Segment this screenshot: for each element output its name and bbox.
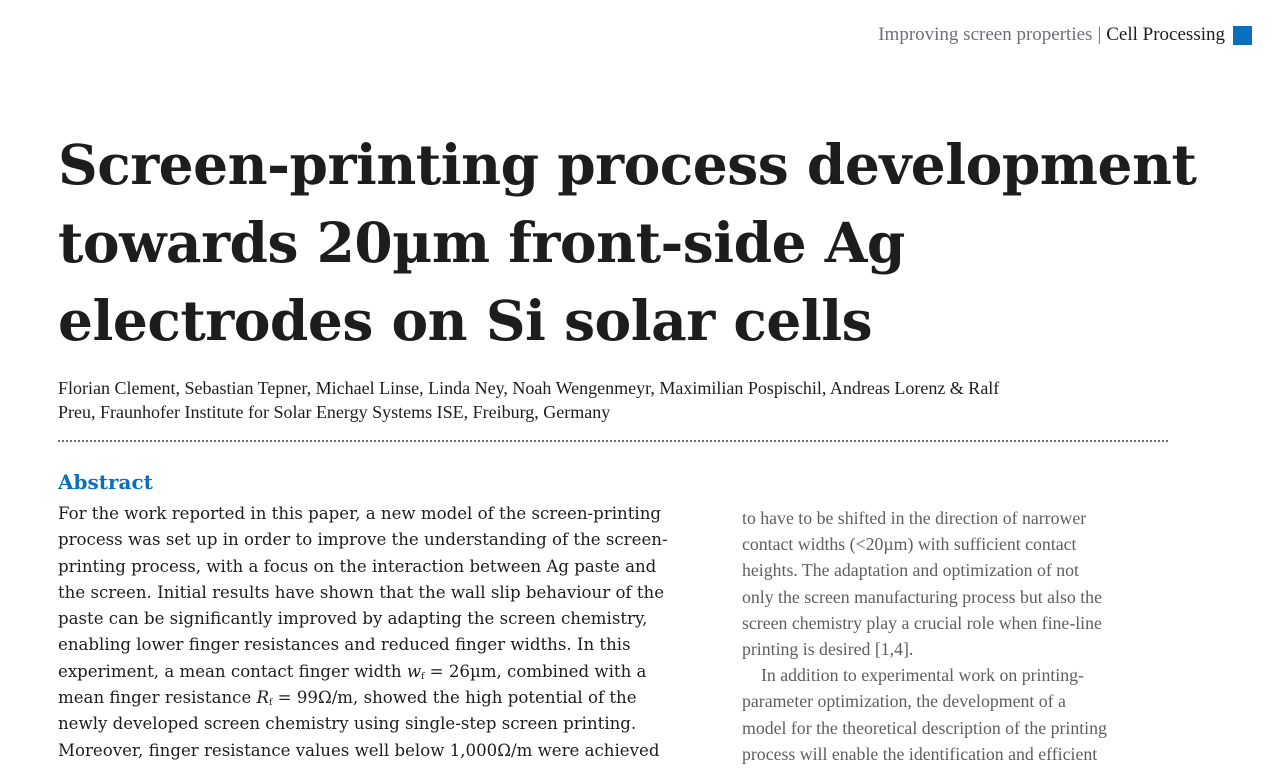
abstract-heading: Abstract xyxy=(58,470,153,494)
title-line: towards 20µm front-side Ag xyxy=(58,210,905,275)
article-title xyxy=(58,126,1238,360)
abstract-line: For the work reported in this paper, a new model of the screen-printing xyxy=(58,504,661,523)
subscript-f: f xyxy=(421,671,425,682)
abstract-line xyxy=(58,685,708,711)
abstract-line: the screen. Initial results have shown that the wall slip behaviour of the xyxy=(58,582,665,602)
body-column-right xyxy=(742,505,1182,767)
author-line: Preu, Fraunhofer Institute for Solar Energy Systems ISE, Freiburg, Germany xyxy=(58,402,611,422)
text-run: = 26µm, combined with a xyxy=(424,661,647,681)
abstract-body xyxy=(58,501,708,764)
body-line: process will enable the identification and efficient xyxy=(742,743,1098,764)
body-line: parameter optimization, the development of a xyxy=(742,691,1066,712)
symbol-w: w xyxy=(406,661,422,681)
text-run: mean finger resistance xyxy=(58,688,257,708)
title-line: electrodes on Si solar cells xyxy=(58,288,873,353)
symbol-r: R xyxy=(256,688,270,708)
text-run: = 99Ω/m, showed the high potential of the xyxy=(272,688,637,708)
author-list xyxy=(58,376,1168,424)
body-line: In addition to experimental work on printing- xyxy=(761,665,1084,686)
running-head-separator: | xyxy=(1097,24,1102,45)
abstract-line: paste can be significantly improved by adapting the screen chemistry, xyxy=(58,609,648,629)
abstract-line: process was set up in order to improve the understanding of the screen- xyxy=(58,530,668,550)
body-line: printing is desired [1,4]. xyxy=(742,639,914,660)
section-marker-square xyxy=(1233,26,1252,45)
body-line: screen chemistry play a crucial role when fine-line xyxy=(742,612,1102,633)
abstract-line: newly developed screen chemistry using single-step screen printing. xyxy=(58,714,637,734)
title-line: Screen-printing process development xyxy=(58,132,1197,197)
dotted-divider xyxy=(58,440,1168,442)
abstract-line xyxy=(58,659,708,685)
running-head xyxy=(878,24,1252,46)
text-run: experiment, a mean contact finger width xyxy=(58,661,407,681)
running-head-topic: Improving screen properties xyxy=(878,24,1093,45)
abstract-line: Moreover, finger resistance values well below 1,000Ω/m were achieved xyxy=(58,740,660,760)
running-head-section: Cell Processing xyxy=(1106,24,1225,45)
body-line: model for the theoretical description of the printing xyxy=(742,717,1107,738)
body-line: contact widths (<20µm) with sufficient contact xyxy=(742,534,1077,555)
abstract-line: enabling lower finger resistances and reduced finger widths. In this xyxy=(58,635,631,655)
abstract-line: printing process, with a focus on the interaction between Ag paste and xyxy=(58,556,657,576)
body-line: to have to be shifted in the direction of narrower xyxy=(742,508,1087,528)
author-line: Florian Clement, Sebastian Tepner, Michael Linse, Linda Ney, Noah Wengenmeyr, Maximilian Pospischil, Andreas Lorenz & Ralf xyxy=(58,378,1000,398)
body-line: heights. The adaptation and optimization of not xyxy=(742,560,1079,581)
subscript-f: f xyxy=(269,698,273,709)
body-line: only the screen manufacturing process but also the xyxy=(742,586,1102,607)
